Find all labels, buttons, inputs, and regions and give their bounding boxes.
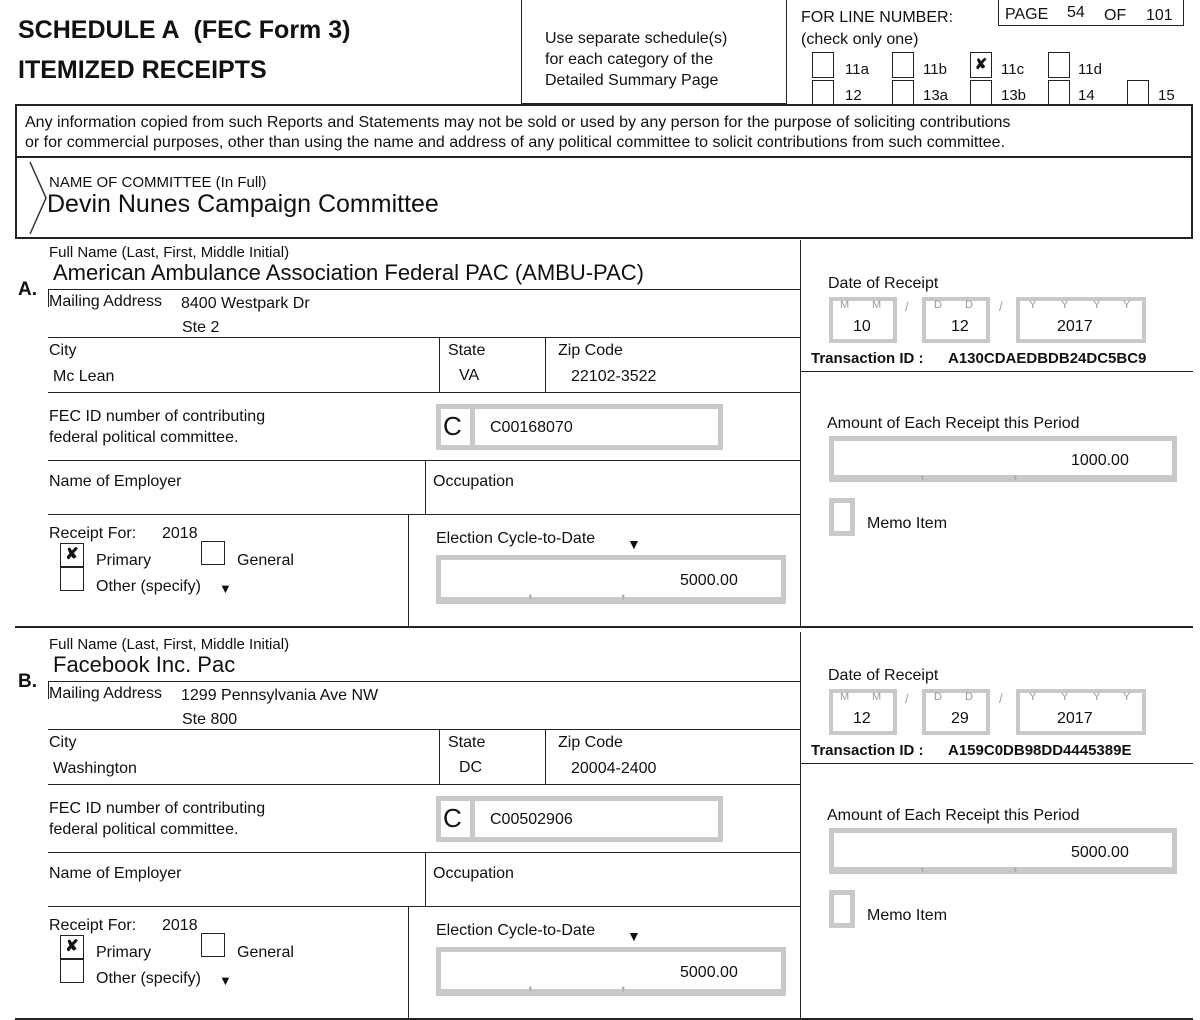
check-only-one-label: (check only one) — [801, 31, 919, 48]
city-label: City — [49, 342, 77, 359]
employer-underline — [48, 514, 800, 515]
other-checkbox[interactable] — [60, 567, 84, 591]
line-11a-label: 11a — [845, 61, 869, 78]
line-12-checkbox[interactable] — [812, 80, 834, 104]
cycle-comma-2: , — [621, 584, 626, 601]
memo-checkbox[interactable] — [829, 890, 855, 928]
state-label: State — [448, 342, 486, 359]
cycle-comma-1: , — [528, 976, 533, 993]
fec-id-label-2: federal political committee. — [49, 429, 239, 446]
address-line-1: 1299 Pennsylvania Ave NW — [181, 687, 379, 704]
cycle-to-date-label: Election Cycle-to-Date — [436, 530, 596, 547]
committee-arrow-icon — [24, 160, 48, 236]
amount-comma-2: , — [1013, 857, 1018, 874]
line-11a-checkbox[interactable] — [812, 52, 834, 78]
fec-underline — [48, 460, 800, 461]
line-13b-label: 13b — [1001, 87, 1027, 104]
fec-id-label-1: FEC ID number of contributing — [49, 800, 266, 817]
full-name-label: Full Name (Last, First, Middle Initial) — [49, 244, 290, 261]
election-year: 2018 — [162, 525, 198, 542]
cycle-comma-1: , — [528, 584, 533, 601]
receipt-entry-b — [0, 632, 1200, 1020]
other-arrow-icon: ▼ — [219, 973, 232, 988]
month-label-m1: M — [840, 691, 850, 703]
fec-id-prefix: C — [443, 411, 462, 441]
line-13a-checkbox[interactable] — [892, 80, 914, 104]
month-label-m2: M — [872, 691, 882, 703]
entry-letter: B. — [18, 671, 37, 692]
line-15-label: 15 — [1158, 87, 1175, 104]
year-label-y2: Y — [1061, 299, 1069, 311]
committee-name: Devin Nunes Campaign Committee — [47, 190, 439, 218]
date-of-receipt-label: Date of Receipt — [828, 275, 939, 292]
full-name-label: Full Name (Last, First, Middle Initial) — [49, 636, 290, 653]
page-label: PAGE — [1005, 6, 1049, 23]
employer-occupation-divider — [425, 460, 426, 514]
line-11d-label: 11d — [1078, 61, 1102, 78]
fec-id-field[interactable] — [436, 404, 723, 450]
right-column-divider — [800, 632, 801, 1020]
day-label-d1: D — [934, 691, 942, 703]
cycle-arrow-icon: ▼ — [627, 536, 641, 552]
address-line-2: Ste 800 — [182, 711, 238, 728]
transaction-underline — [800, 763, 1193, 764]
line-11c-checkbox[interactable]: ✘ — [970, 52, 992, 78]
right-column-divider — [800, 240, 801, 628]
city-label: City — [49, 734, 77, 751]
itemized-receipts-title: ITEMIZED RECEIPTS — [18, 56, 267, 84]
amount-label: Amount of Each Receipt this Period — [827, 415, 1080, 432]
schedule-title: SCHEDULE A (FEC Form 3) — [18, 16, 351, 44]
line-11c-label: 11c — [1001, 61, 1025, 78]
name-underline — [48, 681, 800, 682]
line-15-checkbox[interactable] — [1127, 80, 1149, 104]
address-line-1: 8400 Westpark Dr — [181, 295, 310, 312]
employer-occupation-divider — [425, 852, 426, 906]
entry-letter: A. — [18, 279, 37, 300]
transaction-underline — [800, 371, 1193, 372]
cycle-arrow-icon: ▼ — [627, 928, 641, 944]
year-label-y3: Y — [1093, 691, 1101, 703]
line-14-label: 14 — [1078, 87, 1095, 104]
line-13a-label: 13a — [923, 87, 949, 104]
notice-divider — [15, 156, 1193, 158]
day-value: 29 — [951, 710, 969, 727]
amount-comma-1: , — [920, 465, 925, 482]
date-slash-2: / — [999, 299, 1003, 314]
fec-id-value: C00168070 — [490, 419, 573, 436]
notice-line-2: or for commercial purposes, other than using the name and address of any political committee to solicit contributions from such committee. — [25, 134, 1006, 151]
day-value: 12 — [951, 318, 969, 335]
occupation-label: Occupation — [433, 473, 514, 490]
state-value: DC — [459, 759, 483, 776]
year-label-y3: Y — [1093, 299, 1101, 311]
date-of-receipt-label: Date of Receipt — [828, 667, 939, 684]
fec-id-prefix-divider — [470, 404, 475, 450]
general-label: General — [237, 552, 294, 569]
address-underline — [48, 337, 800, 338]
committee-label: NAME OF COMMITTEE (In Full) — [49, 174, 267, 191]
fec-underline — [48, 852, 800, 853]
memo-checkbox[interactable] — [829, 498, 855, 536]
other-label: Other (specify) — [96, 970, 201, 987]
instruction-line-3: Detailed Summary Page — [545, 72, 719, 89]
date-slash-2: / — [999, 691, 1003, 706]
contributor-name: American Ambulance Association Federal PAC (AMBU-PAC) — [53, 260, 644, 285]
instruction-line-1: Use separate schedule(s) — [545, 30, 728, 47]
form-label: (FEC Form 3) — [193, 16, 351, 44]
of-label: OF — [1104, 7, 1127, 24]
cycle-comma-2: , — [621, 976, 626, 993]
line-13b-checkbox[interactable] — [970, 80, 992, 104]
cycle-to-date-value: 5000.00 — [680, 964, 738, 981]
receipt-cycle-divider — [408, 514, 409, 626]
primary-checkbox[interactable]: ✘ — [60, 935, 84, 959]
state-value: VA — [459, 367, 480, 384]
month-value: 12 — [853, 710, 871, 727]
day-label-d1: D — [934, 299, 942, 311]
primary-checkbox[interactable]: ✘ — [60, 543, 84, 567]
year-label-y2: Y — [1061, 691, 1069, 703]
election-year: 2018 — [162, 917, 198, 934]
city-value: Washington — [53, 760, 137, 777]
receipt-entry-a — [0, 240, 1200, 628]
year-label-y4: Y — [1123, 691, 1131, 703]
cycle-to-date-value: 5000.00 — [680, 572, 738, 589]
state-label: State — [448, 734, 486, 751]
fec-id-label-2: federal political committee. — [49, 821, 239, 838]
total-pages: 101 — [1146, 7, 1173, 24]
zip-value: 22102-3522 — [571, 368, 657, 385]
general-label: General — [237, 944, 294, 961]
fec-id-label-1: FEC ID number of contributing — [49, 408, 266, 425]
line-12-label: 12 — [845, 87, 862, 104]
other-checkbox[interactable] — [60, 959, 84, 983]
other-label: Other (specify) — [96, 578, 201, 595]
transaction-id-value: A159C0DB98DD4445389E — [948, 743, 1132, 758]
receipt-for-label: Receipt For: — [49, 917, 137, 934]
zip-label: Zip Code — [558, 734, 623, 751]
primary-label: Primary — [96, 944, 152, 961]
fec-id-prefix-divider — [470, 796, 475, 842]
line-number-label: FOR LINE NUMBER: — [801, 9, 954, 26]
contributor-name: Facebook Inc. Pac — [53, 652, 236, 677]
fec-id-field[interactable] — [436, 796, 723, 842]
receipt-for-label: Receipt For: — [49, 525, 137, 542]
primary-label: Primary — [96, 552, 152, 569]
general-checkbox[interactable] — [201, 541, 225, 565]
mailing-address-label: Mailing Address — [49, 685, 162, 702]
month-value: 10 — [853, 318, 871, 335]
zip-label: Zip Code — [558, 342, 623, 359]
line-11b-label: 11b — [923, 61, 947, 78]
transaction-id-value: A130CDAEDBDB24DC5BC9 — [948, 351, 1147, 366]
state-zip-divider — [545, 729, 546, 784]
line-14-checkbox[interactable] — [1048, 80, 1070, 104]
amount-value: 5000.00 — [1071, 844, 1129, 861]
employer-underline — [48, 906, 800, 907]
city-state-divider — [439, 729, 440, 784]
state-zip-divider — [545, 337, 546, 392]
line-11b-checkbox[interactable] — [892, 52, 914, 78]
transaction-id-label: Transaction ID : — [811, 350, 924, 367]
memo-label: Memo Item — [867, 907, 948, 924]
amount-comma-2: , — [1013, 465, 1018, 482]
day-label-d2: D — [965, 691, 973, 703]
mailing-address-label: Mailing Address — [49, 293, 162, 310]
name-underline — [48, 289, 800, 290]
city-value: Mc Lean — [53, 368, 115, 385]
month-label-m1: M — [840, 299, 850, 311]
year-value: 2017 — [1057, 318, 1093, 335]
date-slash-1: / — [905, 691, 909, 706]
line-11d-checkbox[interactable] — [1048, 52, 1070, 78]
city-state-divider — [439, 337, 440, 392]
entry-bottom-border — [15, 626, 1193, 628]
fec-id-value: C00502906 — [490, 811, 573, 828]
fec-id-prefix: C — [443, 803, 462, 833]
transaction-id-label: Transaction ID : — [811, 742, 924, 759]
general-checkbox[interactable] — [201, 933, 225, 957]
page-number: 54 — [1067, 4, 1085, 21]
employer-label: Name of Employer — [49, 473, 182, 490]
city-underline — [48, 392, 800, 393]
amount-label: Amount of Each Receipt this Period — [827, 807, 1080, 824]
amount-comma-1: , — [920, 857, 925, 874]
amount-value: 1000.00 — [1071, 452, 1129, 469]
year-value: 2017 — [1057, 710, 1093, 727]
date-slash-1: / — [905, 299, 909, 314]
zip-value: 20004-2400 — [571, 760, 657, 777]
instruction-line-2: for each category of the — [545, 51, 714, 68]
notice-line-1: Any information copied from such Reports and Statements may not be sold or used by any person for the purpose of soliciting contributions — [25, 114, 1011, 131]
year-label-y1: Y — [1029, 691, 1037, 703]
address-line-2: Ste 2 — [182, 319, 220, 336]
occupation-label: Occupation — [433, 865, 514, 882]
address-underline — [48, 729, 800, 730]
memo-label: Memo Item — [867, 515, 948, 532]
other-arrow-icon: ▼ — [219, 581, 232, 596]
cycle-to-date-label: Election Cycle-to-Date — [436, 922, 596, 939]
year-label-y4: Y — [1123, 299, 1131, 311]
employer-label: Name of Employer — [49, 865, 182, 882]
day-label-d2: D — [965, 299, 973, 311]
year-label-y1: Y — [1029, 299, 1037, 311]
month-label-m2: M — [872, 299, 882, 311]
city-underline — [48, 784, 800, 785]
receipt-cycle-divider — [408, 906, 409, 1018]
